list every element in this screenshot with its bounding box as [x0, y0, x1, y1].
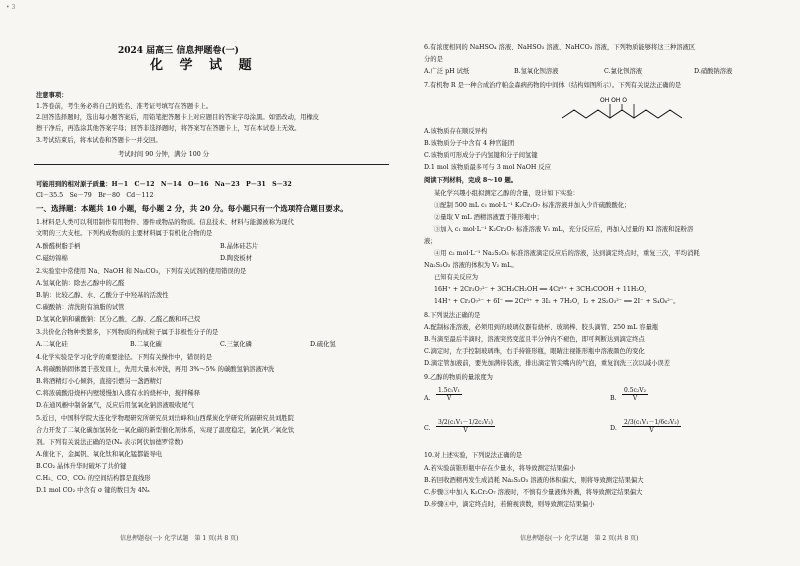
q6-line2: 分的是	[424, 56, 443, 63]
q8-option-d: D.滴定管加液前，要先加满待装液，排出滴定管尖嘴内的气泡，重复润洗三次以减小误差	[424, 360, 671, 367]
time-score: 考试时间 90 分钟，满分 100 分	[118, 151, 210, 158]
q4-option-c: C.将浓硫酸沿烧杯内壁缓慢加入盛有水的烧杯中，搅拌稀释	[36, 390, 201, 397]
q9-b-label: B.	[610, 395, 617, 402]
q7-option-c: C.该物质可形成分子内氢键和分子间氢键	[424, 152, 538, 159]
q9-c-numerator: 3/2(c₁V₁－1/2c₂V₂)	[438, 419, 494, 426]
q9-option-a	[436, 387, 462, 402]
notice-2b: 擦干净后，再选涂其他答案字母；回答非选择题时，将答案写在答题卡上，写在本试卷上无效。	[36, 125, 301, 132]
q3-option-c: C.三氯化磷	[220, 341, 252, 348]
q3-option-b: B.二氧化碳	[130, 341, 162, 348]
q4-option-a: A.将碳酸钠固体置于蒸发皿上，先用大量水冲洗，再用 3%～5% 的碳酸氢钠溶液冲洗	[36, 366, 275, 373]
subject-title: 化 学 试 题	[150, 58, 258, 73]
corner-mark: • 3	[6, 4, 16, 11]
q3-option-a: A.二氧化硅	[36, 341, 68, 348]
atomic-mass-2: Cl－35.5 Se－79 Br－80 Cd－112	[36, 192, 154, 199]
q4-stem: 4.化学实验是学习化学的重要途径。下列有关操作中，错误的是	[36, 354, 213, 361]
notice-title: 注意事项：	[36, 92, 68, 99]
q9-c-label: C.	[424, 425, 431, 432]
notice-3: 3.考试结束后，将本试卷和答题卡一并交回。	[36, 137, 162, 144]
q9-c-denominator: V	[463, 427, 468, 434]
reading-title: 阅读下列材料，完成 8～10 题。	[424, 177, 518, 184]
section-1-title: 一、选择题：本题共 10 小题，每小题 2 分，共 20 分。每小题只有一个选项符合题目要求。	[36, 204, 348, 213]
q6-line1: 6.有浓度相同的 NaHSO₄ 溶液、NaHSO₃ 溶液、NaHCO₃ 溶液，下列物质能够将这三种溶液区	[424, 44, 696, 51]
q8-option-b: B.当滴至最后半滴时，溶液突然变蓝且半分钟内不褪色，即可判断达到滴定终点	[424, 336, 645, 343]
right-footer: 信息押题卷(一)· 化学试题 第 2 页(共 8 页)	[520, 535, 639, 542]
divider	[34, 164, 389, 165]
q7-option-d: D.1 mol 该物质最多可与 3 mol NaOH 反应	[424, 164, 551, 171]
q8-option-c: C.滴定时，左手控制玻璃珠，右手持锥形瓶，眼睛注视锥形瓶中溶液颜色的变化	[424, 348, 645, 355]
q1-option-a: A.酚醛树脂手柄	[36, 243, 81, 250]
q9-b-denominator: V	[632, 395, 638, 402]
step-3b: 液；	[424, 238, 437, 245]
q9-stem: 9.乙醇的物质的量浓度为	[424, 374, 493, 381]
step-4: ④用 c₂ mol·L⁻¹ Na₂S₂O₃ 标准溶液滴定反应后的溶液，达到滴定终点时，重复三次，平均消耗	[434, 250, 700, 257]
q1-option-d: D.陶瓷板材	[220, 255, 253, 262]
q1-option-b: B.晶体硅芯片	[220, 243, 259, 250]
q2-stem: 2.实验室中常使用 Na、NaOH 和 Na₂CO₃，下列有关试剂的使用错误的是	[36, 268, 247, 275]
molecule-structure	[560, 94, 690, 126]
q4-option-b: B.将酒精灯小心倾斜，直接引燃另一盏酒精灯	[36, 378, 163, 385]
q10-option-b: B.若回收酒精再发生成消耗 Na₂S₂O₃ 溶液的体积偏大，则将导致测定结果偏大	[424, 477, 644, 484]
reaction-2: 14H⁺ + Cr₂O₇²⁻ + 6I⁻ ══ 2Cr³⁺ + 3I₂ + 7H₂O，I₂ + 2S₂O₃²⁻ ══ 2I⁻ + S₄O₆²⁻。	[434, 298, 680, 305]
q9-option-b	[622, 387, 648, 402]
q3-stem: 3.共价化合物种类繁多，下列物质的构成粒子属于非极性分子的是	[36, 329, 219, 336]
q2-option-d: D.氢氧化钠和碳酸钠：区分乙酸、乙醇、乙醛乙酸和环己烷	[36, 316, 201, 323]
q3-option-d: D.硫化氢	[310, 341, 336, 348]
exam-title: 2024 届高三 信息押题卷(一)	[118, 46, 239, 56]
reaction-1: 16H⁺ + 2Cr₂O₇²⁻ + 3CH₃CH₂OH ══ 4Cr³⁺ + 3CH₃COOH + 11H₂O，	[434, 286, 651, 293]
q6-option-d: D.硝酸钠溶液	[694, 68, 733, 75]
left-footer: 信息押题卷(一)· 化学试题 第 1 页(共 8 页)	[120, 535, 239, 542]
reaction-intro: 已知有关反应为	[434, 274, 479, 281]
q6-option-b: B.氢氧化钡溶液	[514, 68, 559, 75]
step-4b: Na₂S₂O₃ 溶液的体积为 V₂ mL。	[424, 262, 518, 269]
step-2: ②量取 V mL 酒精溶液置于锥形瓶中；	[434, 214, 543, 221]
right-page	[410, 0, 800, 566]
q9-option-d	[622, 417, 681, 434]
q9-d-label: D.	[610, 425, 617, 432]
q10-option-c: C.步骤③中加入 K₂Cr₂O₇ 溶液时，不慎有少量液体外溅，将导致测定结果偏大	[424, 489, 643, 496]
q8-option-a: A.配制标准溶液，必须用到的玻璃仪器有烧杯、玻璃棒、胶头滴管、250 mL 容量瓶	[424, 324, 659, 331]
q5-line2: 合力开发了二氧化碳加氢转化一氧化碳的新型催化剂体系，实现了温度稳定，氯化钒／氧化钛	[36, 427, 295, 434]
q1-line1: 1.材料是人类可以利用制作有用物件、器件或物品的物质。信息技术、材料与能源被称为现代	[36, 219, 294, 226]
step-1: ①配制 500 mL c₁ mol·L⁻¹ K₂Cr₂O₇ 标准溶液并加入少许硫酸酸化；	[434, 202, 631, 209]
material-intro: 某化学兴趣小组拟测定乙醇的含量，设计如下实验：	[434, 190, 579, 197]
atomic-mass-1: 可能用到的相对原子质量：H－1 C－12 N－14 O－16 Na－23 P－31 S－32	[36, 181, 292, 188]
q5-option-a: A.催化下，金属钒、氧化钛和氧化锰都能导电	[36, 451, 163, 458]
q5-option-c: C.H₂、CO、CO₂ 的空间结构都是直线形	[36, 475, 151, 482]
molecule-chain	[562, 110, 682, 118]
q2-option-c: C.碳酸钠：清洗附有油脂的试管	[36, 304, 125, 311]
q6-option-c: C.氯化钡溶液	[604, 68, 643, 75]
q7-option-a: A.该物质存在顺反异构	[424, 128, 488, 135]
molecule-label: OH OH O	[600, 97, 628, 104]
q9-d-numerator: 2/3(c₁V₁－1/6c₂V₂)	[624, 419, 680, 426]
q9-d-denominator: V	[649, 427, 654, 434]
q9-a-numerator: 1.5c₁V₁	[438, 387, 461, 394]
q4-option-d: D.在通风橱中制备氯气，反应后用氢氧化钠溶液吸收尾气	[36, 402, 194, 409]
q1-option-c: C.磁纺锦棉	[36, 255, 68, 262]
q2-option-a: A.氢氧化钠：除去乙醇中的乙醛	[36, 280, 125, 287]
q5-line1: 5.近日，中国科学院大连化学物理研究所研究员刘岳峰和山西煤炭化学研究所副研究员刘胜院	[36, 415, 294, 422]
q6-option-a: A.广泛 pH 试纸	[424, 68, 470, 75]
q9-a-label: A.	[424, 395, 431, 402]
q5-line3: 剂。下列有关说法正确的是(Nₐ 表示阿伏加德罗常数)	[36, 439, 184, 446]
q8-stem: 8.下列说法正确的是	[424, 312, 481, 319]
q5-option-d: D.1 mol CO₂ 中含有 σ 键的数目为 4Nₐ	[36, 487, 150, 494]
q9-option-c	[436, 417, 495, 434]
notice-2: 2.回答选择题时，选出每小题答案后，用铅笔把答题卡上对应题目的答案字母涂黑。如需改动，用橡皮	[36, 114, 320, 121]
q1-line2: 文明的三大支柱。下列构成物质的主要材料属于有机化合物的是	[36, 230, 213, 237]
q10-stem: 10.对上述实验，下列说法正确的是	[424, 452, 523, 459]
q2-option-b: B.钠：比较乙醇、水、乙酸分子中羟基的活泼性	[36, 292, 169, 299]
q9-a-denominator: V	[446, 395, 452, 402]
q7-option-b: B.该物质分子中含有 4 种官能团	[424, 140, 515, 147]
step-3: ③加入 c₁ mol·L⁻¹ K₂Cr₂O₇ 标准溶液 V₁ mL，充分反应后，再加入过量的 KI 溶液和淀粉溶	[434, 226, 694, 233]
q5-option-b: B.CO₂ 晶体升华时破坏了共价键	[36, 463, 127, 470]
q10-option-a: A.若实验前锥形瓶中存在少量水，将导致测定结果偏小	[424, 465, 576, 472]
q7-stem: 7.有机物 R 是一种合成治疗帕金森病药物的中间体（结构如图所示）。下列有关说法正确的是	[424, 82, 682, 89]
q9-b-numerator: 0.5c₂V₂	[624, 387, 647, 394]
q10-option-d: D.步骤④中，滴定终点时，若俯视读数，则导致测定结果偏小	[424, 501, 595, 508]
notice-1: 1.答卷前，考生务必将自己的姓名、准考证号填写在答题卡上。	[36, 103, 213, 110]
